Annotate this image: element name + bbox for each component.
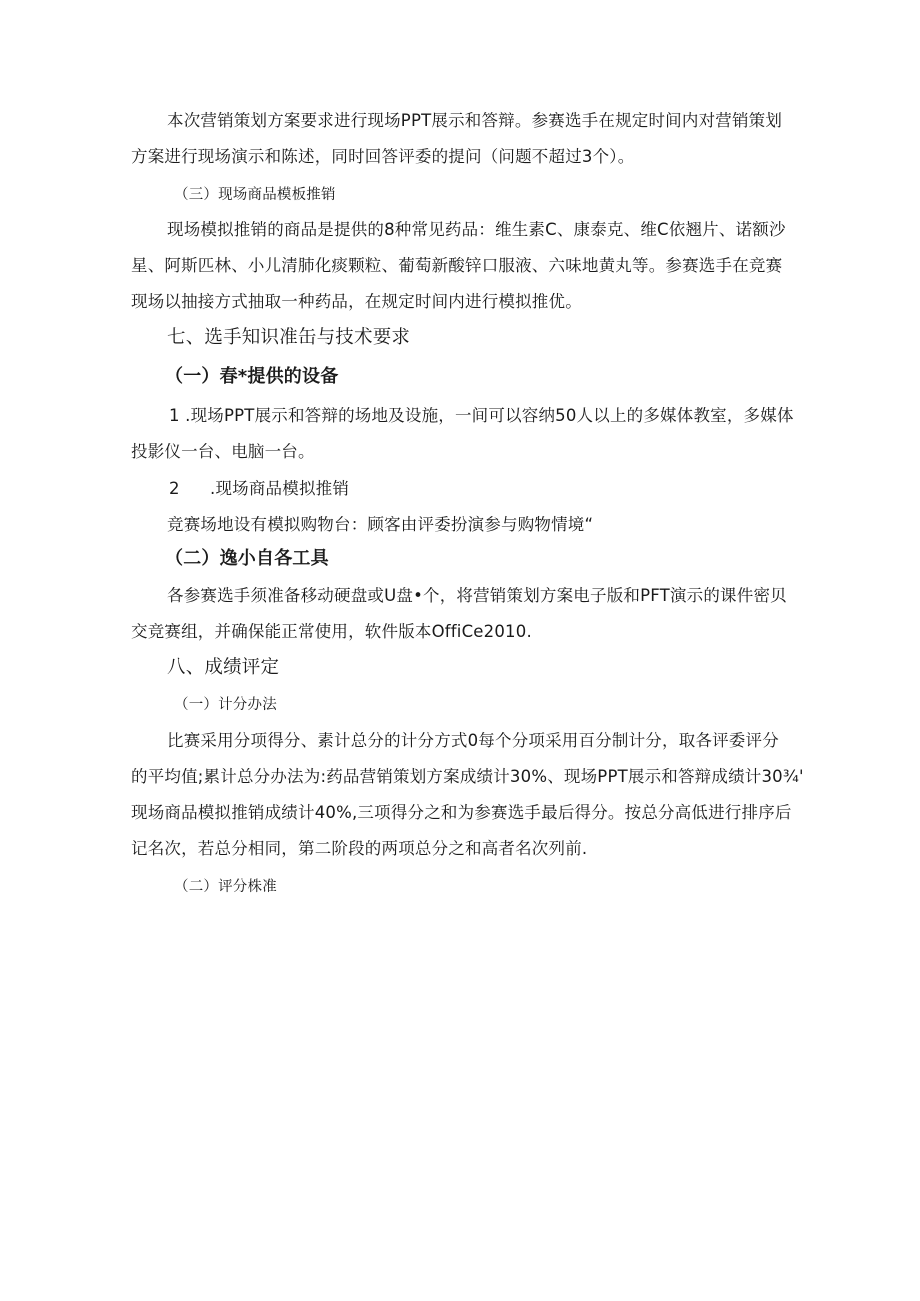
paragraph-line: 现场以抽接方式抽取一种药品，在规定时间内进行模拟推优。 <box>131 292 582 311</box>
subsection-heading-8-1: （一）计分办法 <box>174 697 277 713</box>
paragraph-line: 记名次，若总分相同，第二阶段的两项总分之和高者名次列前. <box>131 839 588 858</box>
paragraph-line: 竞赛场地设有模拟购物台：顾客由评委扮演参与购物情境“ <box>167 515 594 534</box>
section-heading-7: 七、选手知识准缶与技术要求 <box>167 327 411 348</box>
paragraph-line: 各参赛选手须准备移动硬盘或U盘•个，将营销策划方案电子版和PFT演示的课件密贝 <box>167 586 787 605</box>
paragraph-line: 现场模拟推销的商品是提供的8种常见药品：维生素C、康泰克、维C依翘片、诺额沙 <box>167 220 786 239</box>
paragraph-line: 比赛采用分项得分、素计总分的计分方式0每个分项采用百分制计分，取各评委评分 <box>167 731 779 750</box>
section-heading-8: 八、成绩评定 <box>167 657 280 678</box>
subsection-heading-7-2: （二）逸小自各工具 <box>165 548 329 569</box>
paragraph-line: 方案进行现场演示和陈述，同时回答评委的提问（问题不超过3个）。 <box>131 147 635 166</box>
list-item-1-line: 投影仪一台、电脑一台。 <box>131 442 315 461</box>
paragraph-line: 星、阿斯匹林、小儿清肺化痰颗粒、葡萄新酸锌口服液、六味地黄丸等。参赛选手在竞赛 <box>131 256 783 275</box>
paragraph-line: 现场商品模拟推销成绩计40%,三项得分之和为参赛选手最后得分。按总分高低进行排序后 <box>131 803 792 822</box>
list-item-2-text: .现场商品模拟推销 <box>210 479 350 498</box>
list-item-2-number: 2 <box>169 479 180 498</box>
paragraph-line: 的平均值;累计总分办法为:药品营销策划方案成绩计30%、现场PPT展示和答辩成绩计30¾' <box>131 767 804 786</box>
paragraph-line: 本次营销策划方案要求进行现场PPT展示和答辩。参赛选手在规定时间内对营销策划 <box>167 111 783 130</box>
list-item-1-line: 1 .现场PPT展示和答辩的场地及设施，一间可以容纳50人以上的多媒体教室，多媒体 <box>169 406 794 425</box>
subsection-heading-8-2: （二）评分株准 <box>174 879 277 895</box>
subsection-heading-3: （三）现场商品模板推销 <box>174 187 336 203</box>
paragraph-line: 交竞赛组，并确保能正常使用，软件版本OffiCe2010. <box>131 622 532 641</box>
subsection-heading-7-1: （一）春*提供的设备 <box>165 366 339 387</box>
